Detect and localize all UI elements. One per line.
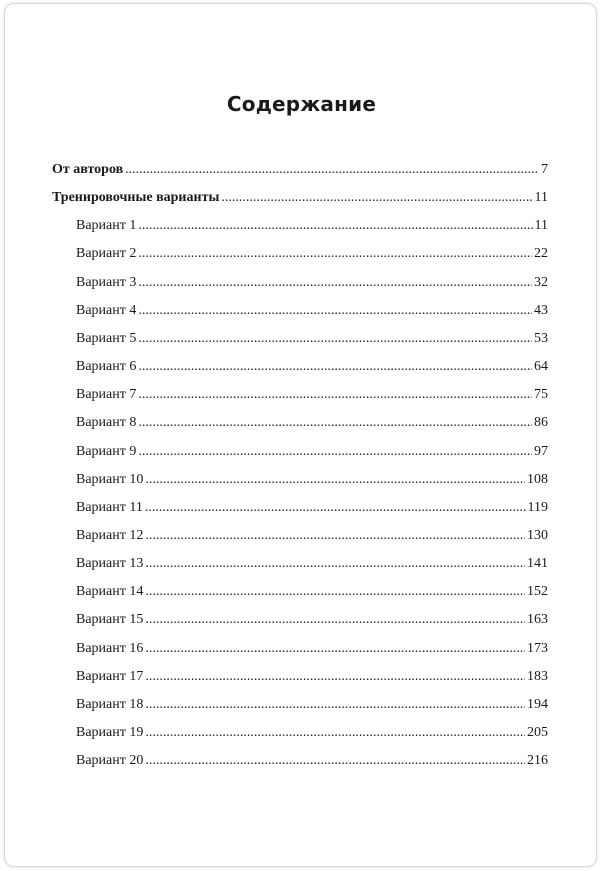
toc-page-number: 22 [534,246,548,261]
toc-page-number: 163 [527,612,548,627]
document-page [4,3,597,867]
toc-entry[interactable] [76,752,548,770]
toc-entry-label: Вариант 17 [76,669,144,684]
toc-page-number: 173 [527,641,548,656]
toc-entry-label: Вариант 16 [76,641,144,656]
toc-entry-label: Тренировочные варианты [52,190,220,205]
toc-dot-leader [138,245,532,263]
toc-entry-label: Вариант 10 [76,472,144,487]
toc-entry[interactable] [76,724,548,742]
toc-dot-leader [145,527,525,545]
toc-page-number: 194 [527,697,548,712]
toc-entry[interactable] [76,668,548,686]
toc-page-number: 205 [527,725,548,740]
toc-dot-leader [138,274,532,292]
toc-entry[interactable] [52,189,548,207]
toc-entry-label: Вариант 5 [76,331,137,346]
toc-entry-label: Вариант 15 [76,612,144,627]
toc-dot-leader [138,414,532,432]
toc-entry[interactable] [76,640,548,658]
toc-page-number: 119 [527,500,548,515]
toc-entry[interactable] [76,527,548,545]
table-of-contents [5,4,598,864]
toc-dot-leader [145,696,525,714]
toc-entry[interactable] [76,471,548,489]
toc-entry[interactable] [76,358,548,376]
toc-page-number: 183 [527,669,548,684]
page-title: Содержание [226,92,377,116]
toc-dot-leader [145,499,526,517]
toc-page-number: 86 [534,415,548,430]
toc-entry[interactable] [76,583,548,601]
toc-entry-label: Вариант 19 [76,725,144,740]
toc-entry[interactable] [76,330,548,348]
toc-entry[interactable] [76,386,548,404]
toc-dot-leader [138,217,532,235]
toc-entry[interactable] [76,611,548,629]
toc-dot-leader [145,471,525,489]
toc-dot-leader [138,386,532,404]
toc-entry-label: Вариант 14 [76,584,144,599]
toc-page-number: 75 [534,387,548,402]
toc-entry-label: Вариант 3 [76,275,137,290]
toc-page-number: 7 [541,162,548,177]
toc-entry[interactable] [76,414,548,432]
toc-entry[interactable] [76,499,548,517]
toc-page-number: 97 [534,444,548,459]
toc-dot-leader [145,611,525,629]
toc-dot-leader [138,330,532,348]
toc-dot-leader [221,189,532,207]
toc-entry-label: Вариант 11 [76,500,143,515]
toc-dot-leader [125,161,539,179]
toc-page-number: 141 [527,556,548,571]
toc-dot-leader [145,555,525,573]
toc-page-number: 130 [527,528,548,543]
toc-page-number: 11 [534,218,548,233]
toc-entry-label: Вариант 18 [76,697,144,712]
toc-entry[interactable] [76,274,548,292]
toc-entry[interactable] [52,161,548,179]
toc-entry-label: Вариант 1 [76,218,137,233]
toc-page-number: 32 [534,275,548,290]
toc-page-number: 64 [534,359,548,374]
toc-page-number: 43 [534,303,548,318]
toc-dot-leader [138,302,532,320]
toc-dot-leader [145,583,525,601]
toc-dot-leader [138,358,532,376]
toc-entry-label: Вариант 9 [76,444,137,459]
toc-page-number: 11 [534,190,548,205]
toc-entry-label: От авторов [52,162,124,177]
toc-dot-leader [145,640,525,658]
toc-entry-label: Вариант 12 [76,528,144,543]
toc-entry-label: Вариант 20 [76,753,144,768]
toc-dot-leader [145,752,525,770]
toc-dot-leader [145,724,525,742]
toc-entry-label: Вариант 7 [76,387,137,402]
toc-dot-leader [138,443,532,461]
toc-entry-label: Вариант 6 [76,359,137,374]
toc-page-number: 53 [534,331,548,346]
toc-entry[interactable] [76,443,548,461]
toc-entry[interactable] [76,217,548,235]
toc-entry-label: Вариант 8 [76,415,137,430]
toc-page-number: 152 [527,584,548,599]
toc-page-number: 216 [527,753,548,768]
toc-entry[interactable] [76,696,548,714]
toc-entry[interactable] [76,555,548,573]
toc-entry-label: Вариант 2 [76,246,137,261]
toc-page-number: 108 [527,472,548,487]
toc-entry-label: Вариант 13 [76,556,144,571]
toc-entry[interactable] [76,302,548,320]
toc-entry-label: Вариант 4 [76,303,137,318]
toc-entry[interactable] [76,245,548,263]
toc-dot-leader [145,668,525,686]
